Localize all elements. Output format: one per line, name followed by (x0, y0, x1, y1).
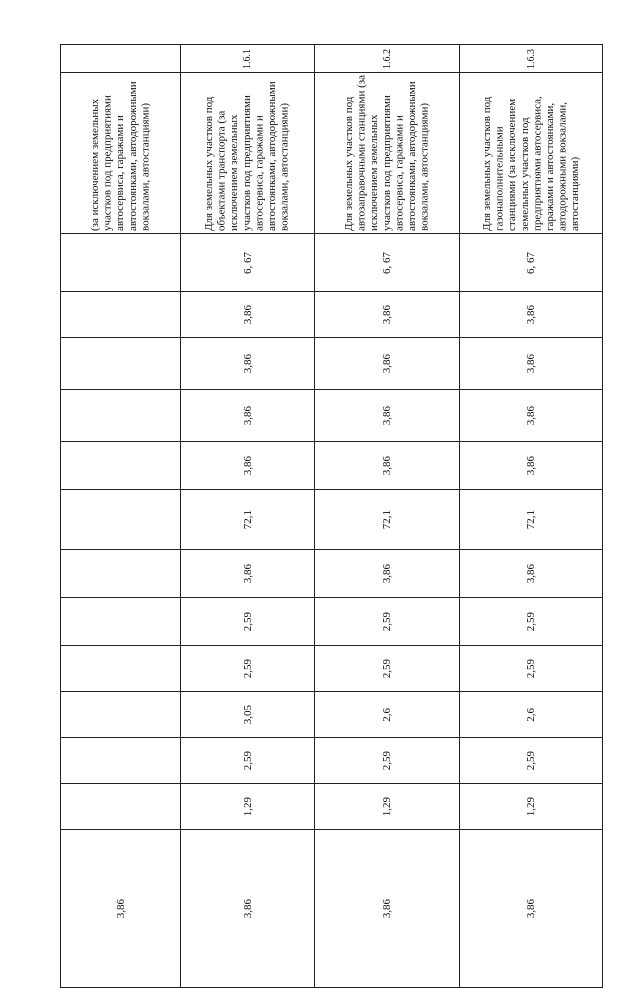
table-column-band (61, 784, 603, 830)
table-column-band (61, 646, 603, 692)
cell-text: 3,86 (241, 304, 254, 325)
coefficient-cell (460, 646, 603, 692)
table-column-band (61, 338, 603, 390)
cell-text: 3,86 (525, 455, 537, 476)
cell-text: 2,6 (525, 707, 537, 722)
coefficient-cell (181, 292, 315, 338)
cell-text: 3,86 (381, 304, 393, 325)
coefficient-cell (460, 234, 603, 292)
cell-text: 1.6.2 (381, 48, 393, 69)
coefficient-cell (460, 338, 603, 390)
table-column-band (61, 598, 603, 646)
coefficient-cell (181, 234, 315, 292)
coefficient-cell (315, 598, 460, 646)
rates-table (60, 44, 603, 988)
cell-text: 1.6.3 (525, 48, 537, 69)
cell-text: Для земельных участков под газонаполнительными станциями (за исключением земельных участков под предприятиями автосервиса, гаражами и автостоянками, автодорожными вокзалами, автостанциями) (480, 96, 581, 231)
coefficient-cell (460, 784, 603, 830)
coefficient-cell (61, 490, 181, 550)
coefficient-cell (181, 390, 315, 442)
table-column-band (61, 830, 603, 988)
cell-text: 3,86 (381, 353, 393, 374)
coefficient-cell (181, 646, 315, 692)
cell-text: 6, 67 (381, 251, 393, 274)
table-column-band (61, 550, 603, 598)
coefficient-cell (61, 692, 181, 738)
cell-text: 1,29 (241, 796, 254, 817)
coefficient-cell (61, 830, 181, 988)
coefficient-cell (61, 442, 181, 490)
coefficient-cell (460, 442, 603, 490)
cell-text: 72,1 (381, 509, 393, 530)
coefficient-cell (315, 738, 460, 784)
cell-text: Для земельных участков под объектами транспорта (за исключением земельных участков под предприятиями автосервиса, гаражами и автостоянками, автодорожными вокзалами, автостанциями) (203, 81, 291, 231)
coefficient-cell (315, 338, 460, 390)
cell-text: 6, 67 (525, 251, 537, 274)
cell-text: 3,86 (381, 898, 393, 919)
cell-text: 2,59 (381, 611, 393, 632)
coefficient-cell (315, 830, 460, 988)
land-use-name-cell (460, 73, 603, 234)
coefficient-cell (181, 738, 315, 784)
coefficient-cell (61, 338, 181, 390)
table-column-band (61, 45, 603, 73)
coefficient-cell (315, 234, 460, 292)
table-column-band (61, 234, 603, 292)
land-use-name-cell (61, 73, 181, 234)
row-code-cell (460, 45, 603, 73)
coefficient-cell (460, 550, 603, 598)
coefficient-cell (61, 390, 181, 442)
coefficient-cell (181, 442, 315, 490)
row-code-cell (315, 45, 460, 73)
table-column-band (61, 292, 603, 338)
table-column-band (61, 390, 603, 442)
cell-text: 72,1 (525, 509, 537, 530)
cell-text: 2,59 (525, 611, 537, 632)
coefficient-cell (315, 292, 460, 338)
coefficient-cell (181, 830, 315, 988)
cell-text: 2,59 (525, 750, 537, 771)
cell-text: (за исключением земельных участков под предприятиями автосервиса, гаражами и автостоянками, автодорожными вокзалами, автостанциями) (89, 81, 152, 231)
coefficient-cell (61, 292, 181, 338)
land-use-name-cell (181, 73, 315, 234)
cell-text: 3,86 (381, 563, 393, 584)
cell-text: Для земельных участков под автозаправочными станциями (за исключением земельных участков под предприятиями автосервиса, гаражами и автостоянками, автодорожными вокзалами, автостанциями) (342, 75, 431, 231)
table-column-band (61, 738, 603, 784)
cell-text: 1,29 (525, 796, 537, 817)
coefficient-cell (181, 550, 315, 598)
row-code-cell (61, 45, 181, 73)
coefficient-cell (460, 292, 603, 338)
coefficient-cell (315, 442, 460, 490)
cell-text: 3,86 (241, 898, 254, 919)
cell-text: 1,29 (381, 796, 393, 817)
coefficient-cell (460, 738, 603, 784)
cell-text: 3,86 (241, 405, 254, 426)
cell-text: 3,86 (241, 563, 254, 584)
coefficient-cell (460, 598, 603, 646)
coefficient-cell (61, 784, 181, 830)
cell-text: 72,1 (241, 509, 254, 530)
coefficient-cell (61, 738, 181, 784)
table-column-band (61, 73, 603, 234)
coefficient-cell (460, 692, 603, 738)
cell-text: 2,59 (241, 750, 254, 771)
row-code-cell (181, 45, 315, 73)
rotated-table-container (60, 44, 602, 919)
coefficient-cell (460, 830, 603, 988)
table-column-band (61, 490, 603, 550)
cell-text: 3,05 (241, 704, 254, 725)
coefficient-cell (315, 390, 460, 442)
coefficient-cell (181, 598, 315, 646)
coefficient-cell (460, 490, 603, 550)
cell-text: 2,6 (381, 707, 393, 722)
cell-text: 2,59 (241, 611, 254, 632)
cell-text: 2,59 (381, 658, 393, 679)
coefficient-cell (181, 338, 315, 390)
land-use-name-cell (315, 73, 460, 234)
cell-text: 3,86 (381, 405, 393, 426)
cell-text: 3,86 (525, 405, 537, 426)
coefficient-cell (61, 550, 181, 598)
cell-text: 3,86 (525, 353, 537, 374)
coefficient-cell (315, 646, 460, 692)
table-column-band (61, 692, 603, 738)
coefficient-cell (315, 550, 460, 598)
cell-text: 3,86 (525, 898, 537, 919)
cell-text: 3,86 (241, 353, 254, 374)
coefficient-cell (181, 490, 315, 550)
cell-text: 3,86 (525, 304, 537, 325)
cell-text: 2,59 (241, 658, 254, 679)
cell-text: 3,86 (525, 563, 537, 584)
coefficient-cell (315, 490, 460, 550)
cell-text: 3,86 (241, 455, 254, 476)
cell-text: 3,86 (381, 455, 393, 476)
cell-text: 6, 67 (241, 251, 254, 274)
cell-text: 2,59 (381, 750, 393, 771)
cell-text: 1.6.1 (242, 48, 253, 69)
coefficient-cell (315, 784, 460, 830)
coefficient-cell (181, 692, 315, 738)
cell-text: 2,59 (525, 658, 537, 679)
coefficient-cell (61, 646, 181, 692)
coefficient-cell (315, 692, 460, 738)
coefficient-cell (460, 390, 603, 442)
table-column-band (61, 442, 603, 490)
coefficient-cell (61, 598, 181, 646)
coefficient-cell (61, 234, 181, 292)
coefficient-cell (181, 784, 315, 830)
cell-text: 3,86 (114, 898, 127, 919)
